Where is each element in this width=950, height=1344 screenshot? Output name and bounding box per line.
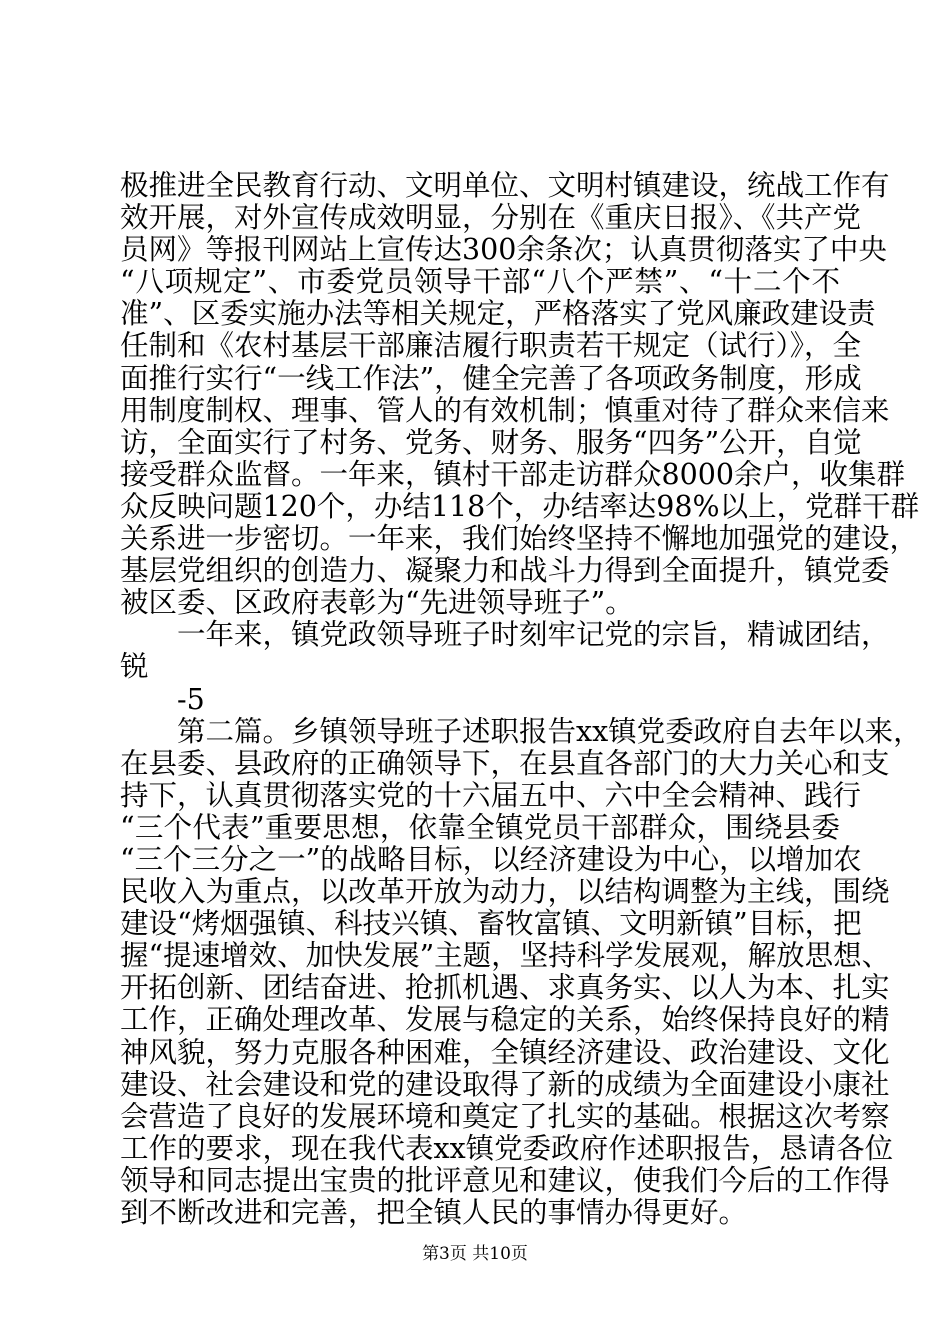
paragraph-line: 在县委、县政府的正确领导下，在县直各部门的大力关心和支 [120, 746, 890, 780]
paragraph-line: 接受群众监督。一年来，镇村干部走访群众8000余户，收集群 [120, 457, 906, 491]
paragraph-2 [120, 618, 890, 684]
paragraph-line: 建设、社会建设和党的建设取得了新的成绩为全面建设小康社 [120, 1067, 890, 1101]
paragraph-line: 用制度制权、理事、管人的有效机制；慎重对待了群众来信来 [120, 393, 890, 427]
paragraph-line: 神风貌，努力克服各种困难，全镇经济建设、政治建设、文化 [120, 1035, 890, 1069]
page-number: 第3页 共10页 [422, 1244, 528, 1264]
paragraph-line: 一年来，镇党政领导班子时刻牢记党的宗旨，精诚团结， [177, 618, 890, 652]
paragraph-line: “三个三分之一”的战略目标，以经济建设为中心，以增加农 [120, 842, 862, 876]
paragraph-line: 效开展，对外宣传成效明显，分别在《重庆日报》、《共产党 [120, 201, 862, 235]
paragraph-line: 关系进一步密切。一年来，我们始终坚持不懈地加强党的建设， [120, 522, 919, 556]
document-body [120, 169, 922, 1229]
paragraph-line: 准”、区委实施办法等相关规定，严格落实了党风廉政建设责 [120, 297, 876, 331]
paragraph-line: 会营造了良好的发展环境和奠定了扎实的基础。根据这次考察 [120, 1099, 890, 1133]
page-footer [0, 1242, 950, 1266]
paragraph-line: 领导和同志提出宝贵的批评意见和建议，使我们今后的工作得 [120, 1163, 890, 1197]
page-marker: -5 [177, 682, 205, 716]
paragraph-line: 基层党组织的创造力、凝聚力和战斗力得到全面提升，镇党委 [120, 554, 890, 588]
paragraph-line: 面推行实行“一线工作法”，健全完善了各项政务制度，形成 [120, 361, 862, 395]
paragraph-line: 众反映问题120个，办结118个，办结率达98%以上，党群干群 [120, 489, 920, 523]
paragraph-line: 工作的要求，现在我代表xx镇党委政府作述职报告，恳请各位 [120, 1131, 894, 1165]
paragraph-line: 建设“烤烟强镇、科技兴镇、畜牧富镇、文明新镇”目标，把 [120, 907, 862, 941]
paragraph-1 [120, 169, 920, 620]
paragraph-3 [120, 714, 922, 1230]
paragraph-line: 员网》等报刊网站上宣传达300余条次；认真贯彻落实了中央 [120, 233, 887, 267]
paragraph-line: “八项规定”、市委党员领导干部“八个严禁”、“十二个不 [120, 265, 840, 299]
paragraph-line: 工作，正确处理改革、发展与稳定的关系，始终保持良好的精 [120, 1003, 890, 1037]
paragraph-line: 民收入为重点，以改革开放为动力，以结构调整为主线，围绕 [120, 875, 890, 909]
paragraph-line: “三个代表”重要思想，依靠全镇党员干部群众，围绕县委 [120, 810, 840, 844]
paragraph-line: 第二篇。乡镇领导班子述职报告xx镇党委政府自去年以来， [177, 714, 922, 748]
paragraph-line: 到不断改进和完善，把全镇人民的事情办得更好。 [120, 1196, 748, 1229]
paragraph-line: 开拓创新、团结奋进、抢抓机遇、求真务实、以人为本、扎实 [120, 971, 890, 1005]
paragraph-line: 握“提速增效、加快发展”主题，坚持科学发展观，解放思想、 [120, 939, 891, 973]
paragraph-line: 极推进全民教育行动、文明单位、文明村镇建设，统战工作有 [120, 169, 890, 202]
paragraph-line: 访，全面实行了村务、党务、财务、服务“四务”公开，自觉 [120, 425, 862, 459]
paragraph-line: 持下，认真贯彻落实党的十六届五中、六中全会精神、践行 [120, 778, 862, 812]
paragraph-line: 锐 [120, 650, 149, 684]
paragraph-line: 被区委、区政府表彰为“先进领导班子”。 [120, 586, 634, 620]
paragraph-line: 任制和《农村基层干部廉洁履行职责若干规定（试行）》，全 [120, 329, 862, 363]
